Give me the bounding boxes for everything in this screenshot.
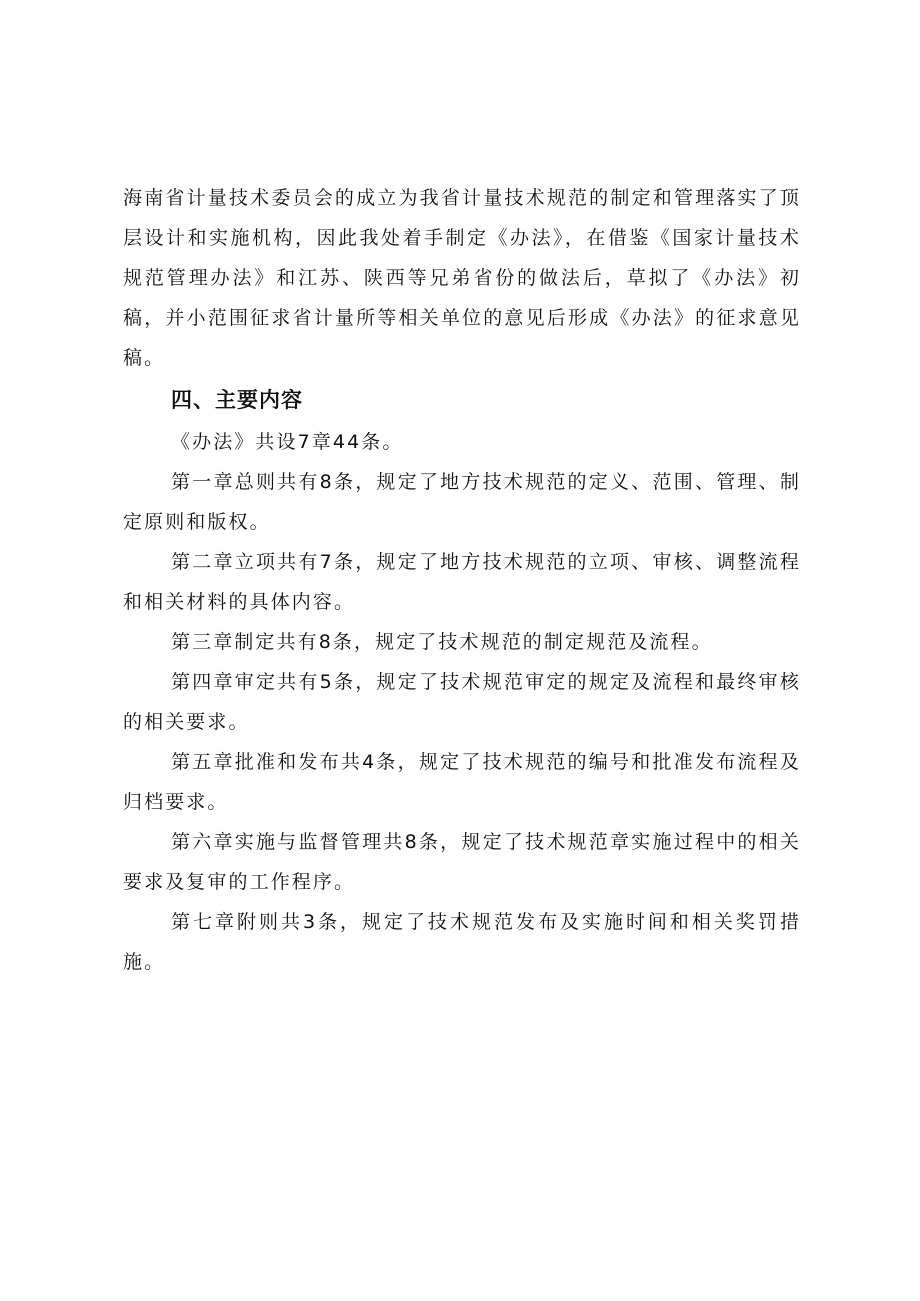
summary-paragraph: 《办法》共设7章44条。: [171, 431, 404, 453]
chapter-5-paragraph: 第五章批准和发布共4条，规定了技术规范的编号和批准发布流程及归档要求。: [123, 751, 801, 813]
chapter-1-paragraph: 第一章总则共有8条，规定了地方技术规范的定义、范围、管理、制定原则和版权。: [123, 471, 801, 533]
intro-paragraph: 海南省计量技术委员会的成立为我省计量技术规范的制定和管理落实了顶层设计和实施机构，因此我处着手制定《办法》，在借鉴《国家计量技术规范管理办法》和江苏、陕西等兄弟省份的做法后，草拟了《办法》初稿，并小范围征求省计量所等相关单位的意见后形成《办法》的征求意见稿。: [123, 187, 801, 369]
chapter-7-paragraph: 第七章附则共3条，规定了技术规范发布及实施时间和相关奖罚措施。: [123, 911, 801, 973]
document-page: [123, 178, 801, 982]
chapter-2-paragraph: 第二章立项共有7条，规定了地方技术规范的立项、审核、调整流程和相关材料的具体内容。: [123, 551, 801, 613]
chapter-3-paragraph: 第三章制定共有8条，规定了技术规范的制定规范及流程。: [171, 631, 713, 653]
chapter-4-paragraph: 第四章审定共有5条，规定了技术规范审定的规定及流程和最终审核的相关要求。: [123, 671, 801, 733]
chapter-6-paragraph: 第六章实施与监督管理共8条，规定了技术规范章实施过程中的相关要求及复审的工作程序。: [123, 831, 801, 893]
section-heading: 四、主要内容: [171, 388, 303, 412]
